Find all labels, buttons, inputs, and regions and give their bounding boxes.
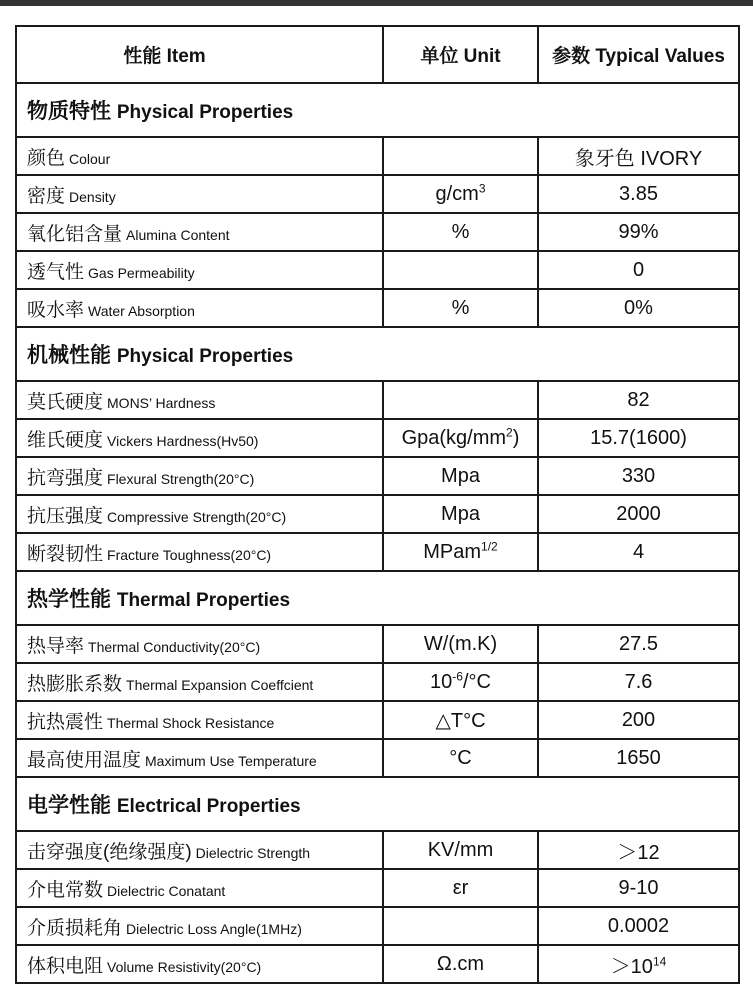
value-cell [538, 663, 739, 701]
property-name-en: Flexural Strength(20°C) [107, 470, 255, 487]
unit-text: Mpa [441, 502, 480, 525]
section-header-row [16, 327, 739, 381]
property-name-cell [16, 831, 383, 869]
value-text: 82 [627, 388, 650, 411]
value-text: ＞10 [610, 955, 653, 978]
value-cell [538, 251, 739, 289]
value-text: 27.5 [619, 632, 658, 655]
unit-text: Mpa [441, 464, 480, 487]
value-text: ＞12 [617, 841, 660, 864]
unit-superscript: 3 [478, 180, 486, 195]
properties-table [15, 25, 740, 984]
unit-suffix: ) [512, 426, 520, 449]
property-name-en: Dielectric Loss Angle(1MHz) [126, 920, 302, 937]
header-value: 参数 Typical Values [538, 26, 739, 83]
property-name-en: Volume Resistivity(20°C) [107, 958, 262, 975]
value-superscript: 14 [652, 953, 667, 968]
property-name-cell [16, 625, 383, 663]
property-name-zh: 颜色 [27, 147, 66, 169]
property-name-en: Dielectric Strength [195, 844, 311, 861]
section-title-zh: 热学性能 [27, 588, 111, 611]
section-title-zh: 电学性能 [27, 794, 111, 817]
property-name-zh: 透气性 [27, 261, 85, 283]
unit-text: △T°C [435, 709, 486, 732]
section-title-zh: 物质特性 [27, 100, 111, 123]
value-cell [538, 495, 739, 533]
table-row [16, 625, 739, 663]
unit-cell [383, 213, 538, 251]
table-row [16, 457, 739, 495]
property-name-zh: 维氏硬度 [27, 429, 104, 451]
property-name-zh: 热导率 [27, 635, 85, 657]
section-title-en: Electrical Properties [116, 796, 301, 817]
property-name-en: Fracture Toughness(20°C) [107, 546, 272, 563]
unit-superscript: 2 [506, 424, 513, 439]
property-name-cell [16, 869, 383, 907]
table-row [16, 831, 739, 869]
value-text: 0 [632, 258, 645, 281]
unit-text: % [451, 220, 470, 243]
table-row [16, 907, 739, 945]
property-name-cell [16, 907, 383, 945]
value-text: 0% [624, 296, 653, 319]
value-text: 200 [621, 708, 656, 731]
table-row [16, 175, 739, 213]
property-name-zh: 抗压强度 [27, 505, 104, 527]
unit-superscript: -6 [452, 668, 463, 683]
unit-cell [383, 869, 538, 907]
unit-cell [383, 663, 538, 701]
value-text: 0.0002 [607, 914, 670, 937]
unit-text: MPam [423, 540, 482, 563]
table-row [16, 289, 739, 327]
property-name-zh: 氧化铝含量 [27, 223, 123, 245]
table-row [16, 419, 739, 457]
property-name-cell [16, 419, 383, 457]
section-title-en: Physical Properties [116, 102, 294, 123]
header-item: 性能 Item [16, 26, 383, 83]
property-name-zh: 密度 [27, 185, 66, 207]
property-name-en: Maximum Use Temperature [145, 752, 317, 769]
property-name-en: Thermal Shock Resistance [107, 714, 275, 731]
property-name-cell [16, 739, 383, 777]
value-text: 象牙色 IVORY [574, 147, 703, 170]
unit-text: Ω.cm [436, 952, 485, 975]
unit-text: Gpa(kg/mm [401, 426, 507, 449]
unit-cell [383, 533, 538, 571]
unit-cell [383, 945, 538, 983]
property-name-cell [16, 495, 383, 533]
section-title [16, 777, 739, 831]
unit-cell [383, 831, 538, 869]
table-row [16, 663, 739, 701]
property-name-cell [16, 533, 383, 571]
unit-cell [383, 907, 538, 945]
unit-cell [383, 701, 538, 739]
table-row [16, 945, 739, 983]
property-name-zh: 抗热震性 [27, 711, 104, 733]
section-title-en: Thermal Properties [116, 590, 291, 611]
value-text: 4 [632, 540, 645, 563]
property-name-cell [16, 175, 383, 213]
value-cell [538, 739, 739, 777]
value-cell [538, 533, 739, 571]
section-title [16, 571, 739, 625]
value-cell [538, 457, 739, 495]
value-cell [538, 907, 739, 945]
unit-text: W/(m.K) [423, 632, 498, 655]
unit-cell [383, 457, 538, 495]
value-text: 15.7(1600) [590, 426, 687, 449]
property-name-en: MONS’ Hardness [107, 394, 216, 411]
value-cell [538, 869, 739, 907]
property-name-en: Thermal Expansion Coeffcient [126, 676, 314, 693]
property-name-zh: 介电常数 [27, 879, 104, 901]
table-row [16, 533, 739, 571]
section-header-row [16, 83, 739, 137]
section-title-en: Physical Properties [116, 346, 294, 367]
unit-cell [383, 419, 538, 457]
property-name-cell [16, 663, 383, 701]
value-text: 9-10 [618, 876, 659, 899]
table-row [16, 495, 739, 533]
property-name-zh: 断裂韧性 [27, 543, 104, 565]
unit-text: εr [452, 876, 469, 899]
property-name-cell [16, 137, 383, 175]
value-text: 99% [618, 220, 659, 243]
property-name-cell [16, 381, 383, 419]
property-name-en: Colour [69, 150, 111, 167]
property-name-cell [16, 701, 383, 739]
value-text: 3.85 [619, 182, 658, 205]
unit-cell [383, 251, 538, 289]
value-cell [538, 381, 739, 419]
property-name-cell [16, 251, 383, 289]
unit-cell [383, 739, 538, 777]
header-unit: 单位 Unit [383, 26, 538, 83]
unit-text: KV/mm [427, 838, 494, 861]
unit-text: 10 [430, 670, 453, 693]
property-name-zh: 体积电阻 [27, 955, 104, 977]
value-cell [538, 175, 739, 213]
unit-superscript: 1/2 [481, 538, 498, 553]
unit-cell [383, 381, 538, 419]
table-header-row [16, 26, 739, 83]
property-name-zh: 莫氏硬度 [27, 391, 104, 413]
property-name-en: Alumina Content [126, 226, 230, 243]
property-name-en: Water Absorption [88, 302, 195, 319]
property-name-cell [16, 945, 383, 983]
value-text: 2000 [616, 502, 661, 525]
unit-text: g/cm [435, 182, 479, 205]
value-text: 7.6 [624, 670, 653, 693]
top-border-bar [0, 0, 753, 6]
value-cell [538, 945, 739, 983]
unit-cell [383, 625, 538, 663]
property-name-cell [16, 457, 383, 495]
section-header-row [16, 571, 739, 625]
property-name-en: Vickers Hardness(Hv50) [107, 432, 259, 449]
unit-cell [383, 175, 538, 213]
property-name-zh: 最高使用温度 [27, 749, 142, 771]
unit-text: % [451, 296, 470, 319]
property-name-cell [16, 213, 383, 251]
section-title [16, 83, 739, 137]
section-title-zh: 机械性能 [27, 344, 111, 367]
property-name-zh: 介质损耗角 [27, 917, 123, 939]
unit-cell [383, 137, 538, 175]
value-text: 1650 [616, 746, 661, 769]
table-row [16, 137, 739, 175]
property-name-en: Density [69, 188, 116, 205]
value-text: 330 [621, 464, 656, 487]
property-name-zh: 吸水率 [27, 299, 85, 321]
value-cell [538, 289, 739, 327]
value-cell [538, 137, 739, 175]
table-row [16, 381, 739, 419]
section-title [16, 327, 739, 381]
property-name-en: Gas Permeability [88, 264, 195, 281]
value-cell [538, 701, 739, 739]
table-row [16, 251, 739, 289]
value-cell [538, 625, 739, 663]
property-name-en: Dielectric Conatant [107, 882, 226, 899]
property-name-zh: 热膨胀系数 [27, 673, 123, 695]
unit-suffix: /°C [462, 670, 491, 693]
property-name-en: Compressive Strength(20°C) [107, 508, 287, 525]
table-row [16, 213, 739, 251]
unit-cell [383, 495, 538, 533]
table-row [16, 701, 739, 739]
property-name-en: Thermal Conductivity(20°C) [88, 638, 261, 655]
table-row [16, 739, 739, 777]
value-cell [538, 213, 739, 251]
unit-text: °C [449, 746, 472, 769]
property-name-cell [16, 289, 383, 327]
section-header-row [16, 777, 739, 831]
unit-cell [383, 289, 538, 327]
table-row [16, 869, 739, 907]
value-cell [538, 831, 739, 869]
property-name-zh: 抗弯强度 [27, 467, 104, 489]
value-cell [538, 419, 739, 457]
property-name-zh: 击穿强度(绝缘强度) [27, 841, 192, 863]
